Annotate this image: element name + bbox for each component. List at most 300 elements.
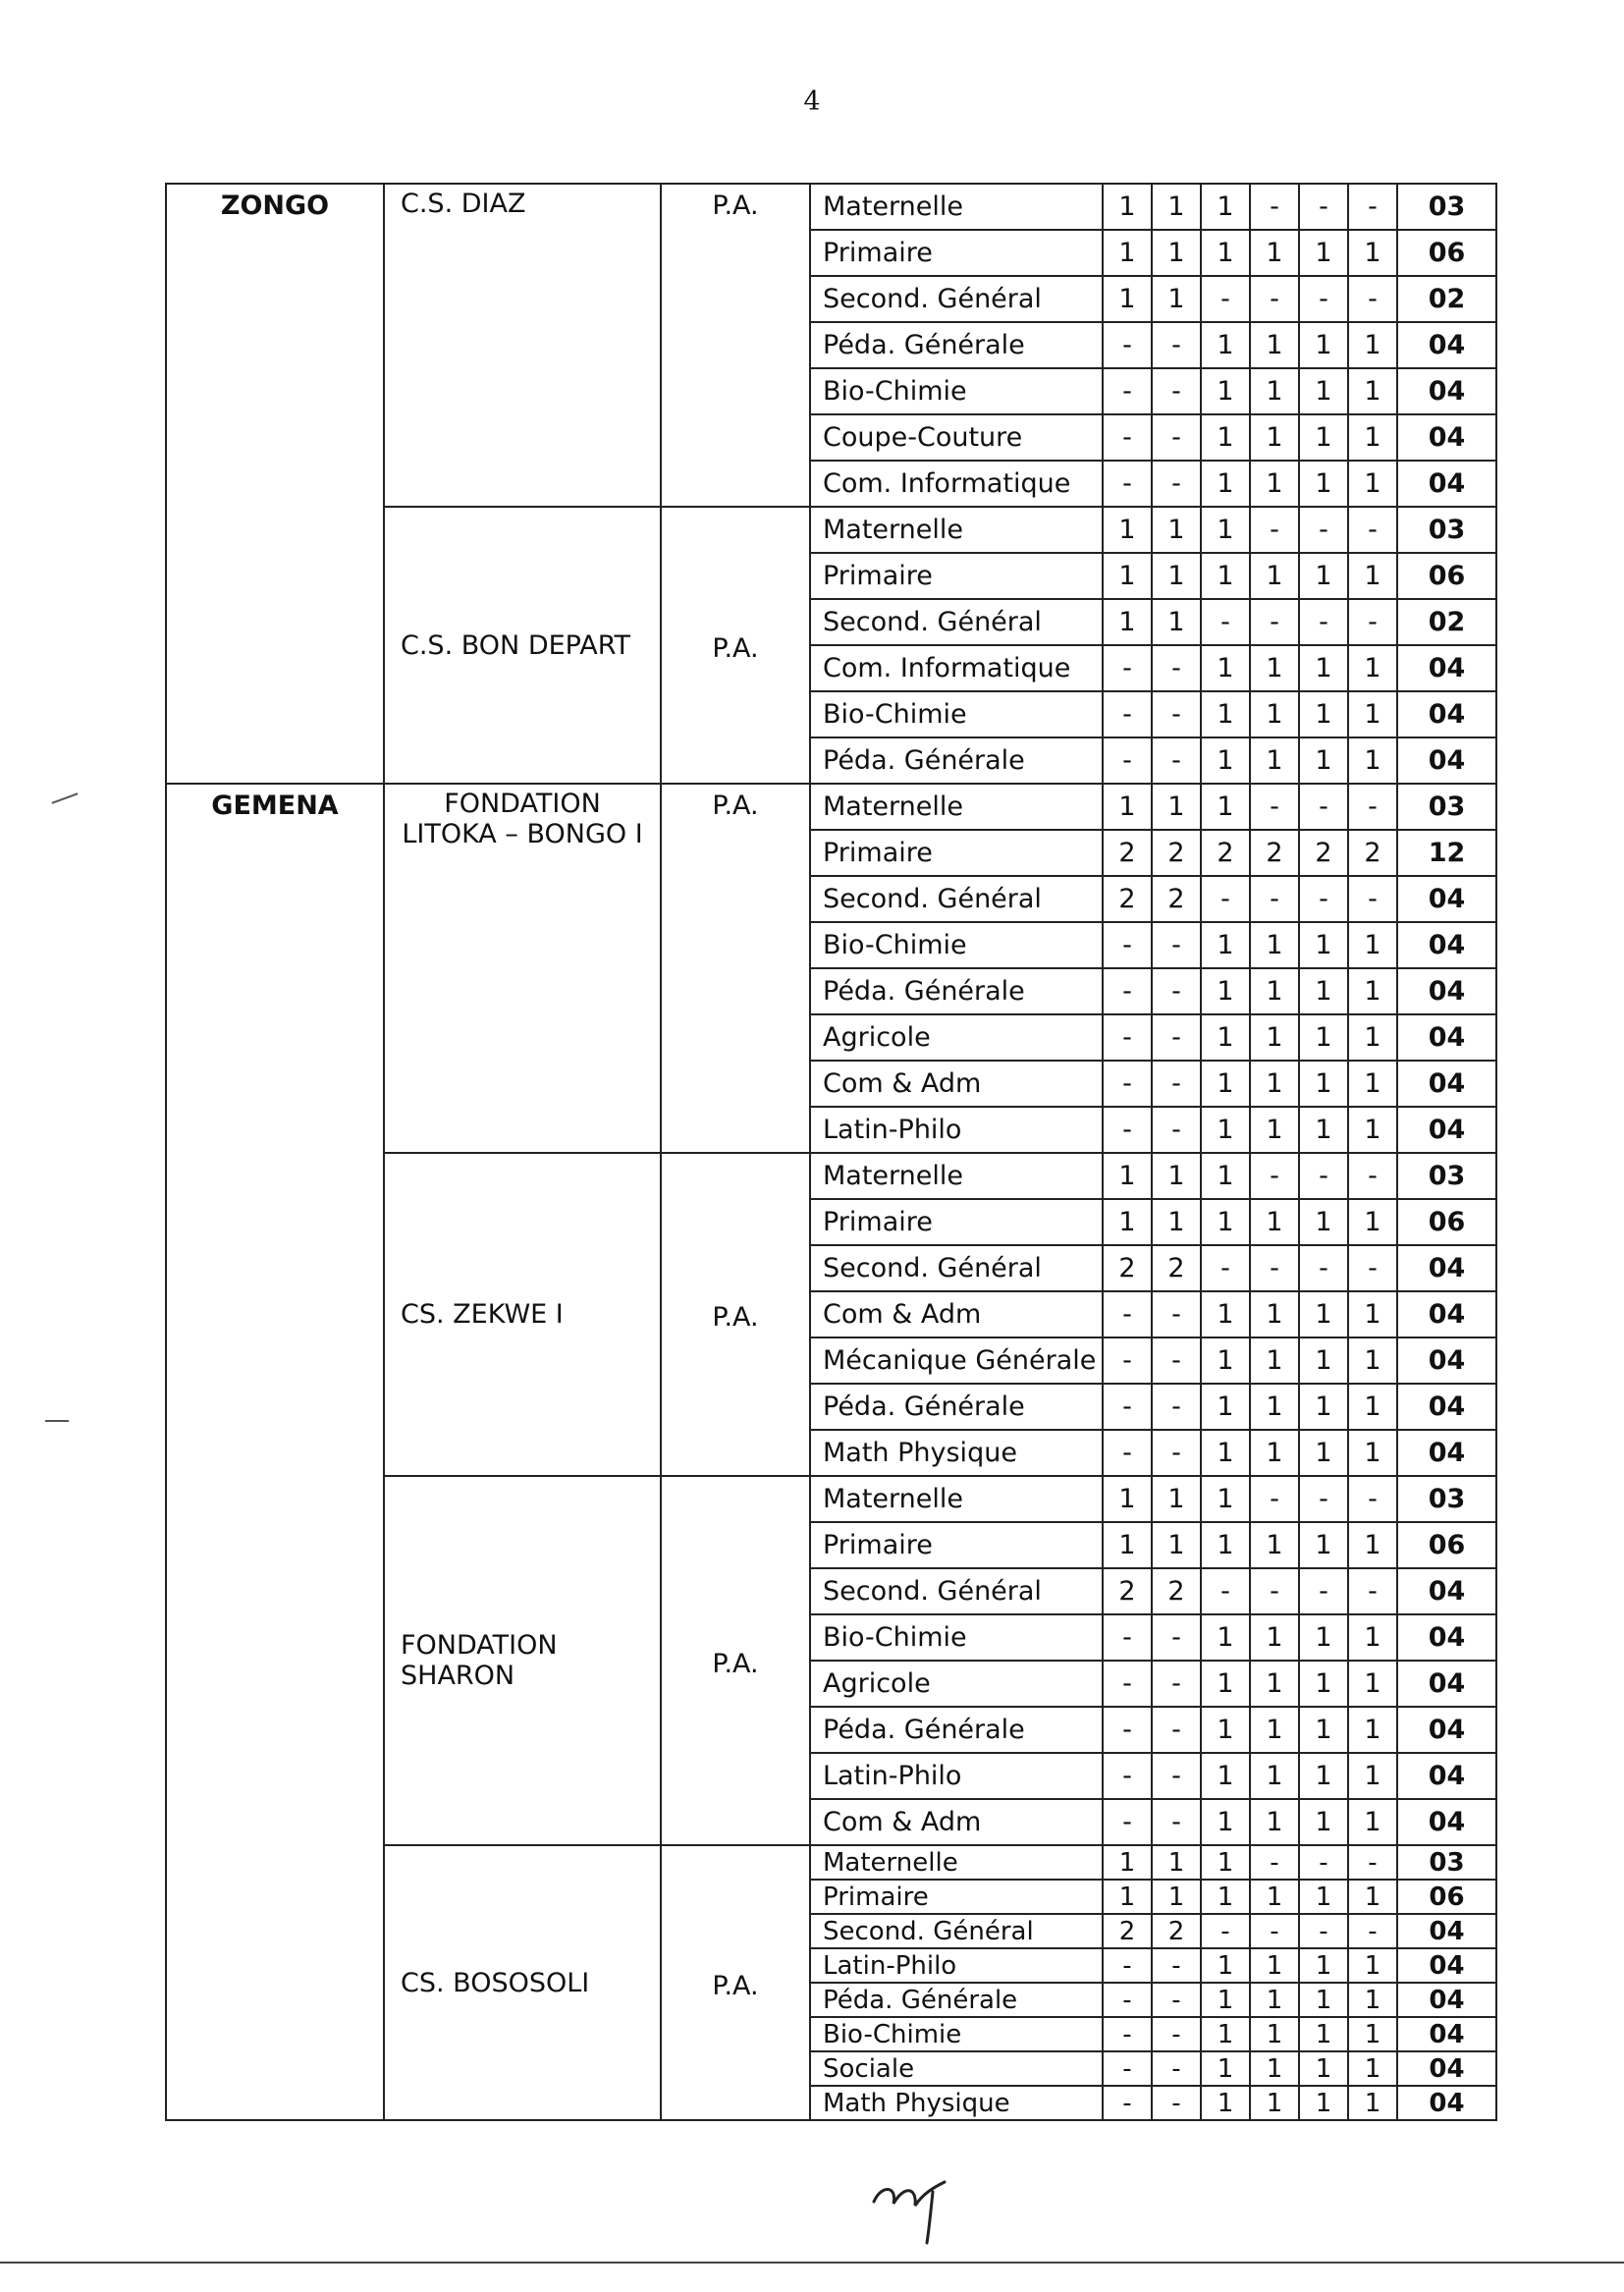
count-cell: 1 [1201,784,1250,830]
count-cell: - [1103,1291,1152,1337]
count-cell: 1 [1250,1880,1299,1914]
count-cell: - [1201,599,1250,645]
total-cell: 04 [1397,876,1496,922]
count-cell: 1 [1250,230,1299,276]
count-cell: 1 [1299,645,1348,691]
count-cell: 1 [1348,1107,1397,1153]
total-cell: 04 [1397,1799,1496,1845]
count-cell: 2 [1103,1914,1152,1948]
count-cell: 1 [1348,322,1397,368]
count-cell: 1 [1348,1337,1397,1384]
count-cell: 1 [1348,968,1397,1014]
total-cell: 04 [1397,2017,1496,2051]
count-cell: 1 [1299,1880,1348,1914]
count-cell: 1 [1201,645,1250,691]
count-cell: 1 [1348,1948,1397,1983]
count-cell: - [1201,1568,1250,1614]
option-cell: Math Physique [810,1430,1103,1476]
count-cell: - [1348,1568,1397,1614]
count-cell: 1 [1201,1153,1250,1199]
school-type-cell: P.A. [661,1845,810,2120]
count-cell: - [1250,784,1299,830]
count-cell: 2 [1103,830,1152,876]
option-cell: Péda. Générale [810,322,1103,368]
count-cell: - [1103,1014,1152,1061]
count-cell: - [1348,1845,1397,1880]
count-cell: 1 [1299,1522,1348,1568]
city-cell: ZONGO [166,184,384,784]
count-cell: 2 [1152,876,1201,922]
count-cell: 1 [1299,968,1348,1014]
count-cell: - [1201,1914,1250,1948]
count-cell: - [1152,1430,1201,1476]
total-cell: 04 [1397,2086,1496,2120]
total-cell: 02 [1397,599,1496,645]
count-cell: - [1103,322,1152,368]
count-cell: 1 [1250,1337,1299,1384]
count-cell: 1 [1250,1384,1299,1430]
scan-mark [45,1420,69,1422]
count-cell: - [1152,2086,1201,2120]
option-cell: Péda. Générale [810,1707,1103,1753]
count-cell: 1 [1201,1614,1250,1661]
option-cell: Second. Général [810,1568,1103,1614]
count-cell: - [1348,1476,1397,1522]
schools-table [165,183,1497,2121]
count-cell: 1 [1201,553,1250,599]
count-cell: 1 [1152,599,1201,645]
count-cell: 1 [1299,1291,1348,1337]
table-body [166,184,1496,2120]
count-cell: - [1152,1707,1201,1753]
total-cell: 04 [1397,1337,1496,1384]
count-cell: 1 [1348,1061,1397,1107]
count-cell: 1 [1299,1661,1348,1707]
count-cell: 2 [1152,830,1201,876]
option-cell: Mécanique Générale [810,1337,1103,1384]
count-cell: - [1299,1153,1348,1199]
count-cell: - [1103,2051,1152,2086]
count-cell: - [1348,507,1397,553]
count-cell: 1 [1201,1061,1250,1107]
count-cell: - [1152,1337,1201,1384]
count-cell: 1 [1152,1845,1201,1880]
count-cell: - [1103,922,1152,968]
total-cell: 06 [1397,1880,1496,1914]
count-cell: 1 [1250,1522,1299,1568]
count-cell: 1 [1201,230,1250,276]
option-cell: Bio-Chimie [810,368,1103,414]
total-cell: 06 [1397,553,1496,599]
count-cell: 1 [1348,2086,1397,2120]
count-cell: 1 [1201,1291,1250,1337]
count-cell: 1 [1201,1476,1250,1522]
total-cell: 04 [1397,1384,1496,1430]
count-cell: - [1348,876,1397,922]
count-cell: - [1299,184,1348,230]
count-cell: 1 [1201,1107,1250,1153]
count-cell: - [1103,1948,1152,1983]
count-cell: - [1103,461,1152,507]
count-cell: 2 [1152,1245,1201,1291]
count-cell: 1 [1348,1707,1397,1753]
count-cell: - [1250,1153,1299,1199]
count-cell: 1 [1299,2017,1348,2051]
count-cell: 1 [1103,230,1152,276]
count-cell: - [1299,784,1348,830]
count-cell: 1 [1250,414,1299,461]
count-cell: - [1103,968,1152,1014]
school-name-cell: FONDATION SHARON [384,1476,661,1845]
total-cell: 04 [1397,1753,1496,1799]
count-cell: - [1103,1614,1152,1661]
count-cell: 1 [1201,184,1250,230]
count-cell: - [1103,1707,1152,1753]
option-cell: Latin-Philo [810,1948,1103,1983]
count-cell: - [1299,507,1348,553]
count-cell: - [1250,1476,1299,1522]
count-cell: - [1152,414,1201,461]
count-cell: 1 [1348,1291,1397,1337]
option-cell: Maternelle [810,1476,1103,1522]
count-cell: - [1103,1661,1152,1707]
count-cell: 1 [1103,1880,1152,1914]
count-cell: 1 [1201,507,1250,553]
total-cell: 03 [1397,184,1496,230]
count-cell: 1 [1152,230,1201,276]
total-cell: 04 [1397,1568,1496,1614]
count-cell: 1 [1201,2051,1250,2086]
count-cell: 1 [1299,1107,1348,1153]
count-cell: 1 [1201,1384,1250,1430]
count-cell: - [1250,507,1299,553]
count-cell: 1 [1201,368,1250,414]
count-cell: - [1348,276,1397,322]
count-cell: - [1103,1799,1152,1845]
count-cell: - [1103,414,1152,461]
option-cell: Primaire [810,1522,1103,1568]
schools-table-container [165,183,1495,2121]
count-cell: 1 [1348,737,1397,784]
page-number: 4 [803,86,821,117]
count-cell: 1 [1201,1880,1250,1914]
total-cell: 04 [1397,968,1496,1014]
count-cell: 1 [1348,1799,1397,1845]
count-cell: - [1348,1914,1397,1948]
count-cell: - [1152,1061,1201,1107]
count-cell: - [1299,1568,1348,1614]
count-cell: 1 [1201,461,1250,507]
count-cell: 1 [1348,1430,1397,1476]
total-cell: 04 [1397,414,1496,461]
option-cell: Second. Général [810,1245,1103,1291]
count-cell: 1 [1348,2051,1397,2086]
count-cell: 1 [1103,1199,1152,1245]
total-cell: 04 [1397,737,1496,784]
option-cell: Second. Général [810,276,1103,322]
school-type-cell: P.A. [661,1153,810,1476]
count-cell: - [1250,276,1299,322]
count-cell: 1 [1201,2086,1250,2120]
count-cell: - [1103,1337,1152,1384]
count-cell: 1 [1201,414,1250,461]
count-cell: - [1152,322,1201,368]
count-cell: 1 [1348,553,1397,599]
count-cell: 1 [1152,1199,1201,1245]
count-cell: - [1152,968,1201,1014]
option-cell: Maternelle [810,507,1103,553]
total-cell: 04 [1397,1430,1496,1476]
count-cell: - [1152,368,1201,414]
count-cell: - [1103,1983,1152,2017]
count-cell: 1 [1201,968,1250,1014]
count-cell: - [1299,276,1348,322]
option-cell: Sociale [810,2051,1103,2086]
count-cell: 1 [1348,1199,1397,1245]
total-cell: 04 [1397,1914,1496,1948]
count-cell: 1 [1103,1522,1152,1568]
count-cell: 1 [1201,1199,1250,1245]
option-cell: Péda. Générale [810,968,1103,1014]
count-cell: 1 [1348,230,1397,276]
count-cell: 1 [1201,1983,1250,2017]
count-cell: 1 [1299,1061,1348,1107]
count-cell: 1 [1348,645,1397,691]
count-cell: 1 [1348,1661,1397,1707]
count-cell: 1 [1348,461,1397,507]
count-cell: 1 [1348,1614,1397,1661]
total-cell: 06 [1397,230,1496,276]
count-cell: - [1103,1430,1152,1476]
count-cell: - [1152,1799,1201,1845]
count-cell: 1 [1348,1880,1397,1914]
total-cell: 03 [1397,784,1496,830]
count-cell: 1 [1201,922,1250,968]
handwritten-signature [864,2172,982,2251]
count-cell: - [1152,645,1201,691]
total-cell: 04 [1397,2051,1496,2086]
count-cell: - [1250,876,1299,922]
count-cell: 1 [1250,1107,1299,1153]
option-cell: Péda. Générale [810,1983,1103,2017]
count-cell: - [1152,1384,1201,1430]
count-cell: 1 [1348,2017,1397,2051]
count-cell: - [1152,1107,1201,1153]
count-cell: 1 [1152,184,1201,230]
total-cell: 04 [1397,1107,1496,1153]
count-cell: - [1152,461,1201,507]
count-cell: - [1152,1014,1201,1061]
count-cell: 2 [1152,1914,1201,1948]
count-cell: 1 [1201,737,1250,784]
count-cell: - [1152,1948,1201,1983]
count-cell: 1 [1250,1983,1299,2017]
total-cell: 04 [1397,1948,1496,1983]
count-cell: 1 [1152,1880,1201,1914]
count-cell: 1 [1152,784,1201,830]
city-cell: GEMENA [166,784,384,2120]
count-cell: - [1103,645,1152,691]
count-cell: 1 [1250,2051,1299,2086]
count-cell: 1 [1250,2086,1299,2120]
count-cell: 1 [1250,1799,1299,1845]
count-cell: 1 [1201,1337,1250,1384]
count-cell: 1 [1299,737,1348,784]
count-cell: - [1250,1845,1299,1880]
count-cell: 1 [1250,1948,1299,1983]
count-cell: 1 [1250,737,1299,784]
count-cell: 1 [1250,1014,1299,1061]
option-cell: Com & Adm [810,1291,1103,1337]
total-cell: 06 [1397,1522,1496,1568]
total-cell: 04 [1397,922,1496,968]
count-cell: 1 [1250,1707,1299,1753]
table-row [166,784,1496,830]
option-cell: Latin-Philo [810,1753,1103,1799]
count-cell: - [1348,1245,1397,1291]
total-cell: 03 [1397,507,1496,553]
count-cell: 1 [1201,1948,1250,1983]
count-cell: - [1103,368,1152,414]
count-cell: 1 [1299,1983,1348,2017]
count-cell: - [1103,1107,1152,1153]
count-cell: 1 [1201,2017,1250,2051]
count-cell: - [1250,1914,1299,1948]
count-cell: 1 [1152,1153,1201,1199]
count-cell: 1 [1201,1014,1250,1061]
count-cell: 1 [1201,322,1250,368]
count-cell: 1 [1250,1661,1299,1707]
count-cell: 1 [1299,1753,1348,1799]
count-cell: 1 [1250,1614,1299,1661]
total-cell: 04 [1397,645,1496,691]
total-cell: 02 [1397,276,1496,322]
total-cell: 04 [1397,1983,1496,2017]
count-cell: - [1299,1845,1348,1880]
count-cell: 1 [1250,968,1299,1014]
option-cell: Com & Adm [810,1061,1103,1107]
option-cell: Bio-Chimie [810,691,1103,737]
count-cell: 1 [1348,1522,1397,1568]
option-cell: Second. Général [810,1914,1103,1948]
count-cell: - [1152,1291,1201,1337]
option-cell: Primaire [810,1880,1103,1914]
school-name-cell: FONDATION LITOKA – BONGO I [384,784,661,1153]
count-cell: 1 [1250,922,1299,968]
count-cell: 2 [1103,876,1152,922]
count-cell: 2 [1299,830,1348,876]
total-cell: 03 [1397,1476,1496,1522]
count-cell: 1 [1152,553,1201,599]
total-cell: 06 [1397,1199,1496,1245]
count-cell: 1 [1348,922,1397,968]
count-cell: - [1152,691,1201,737]
option-cell: Second. Général [810,599,1103,645]
option-cell: Primaire [810,830,1103,876]
count-cell: 1 [1299,322,1348,368]
count-cell: - [1299,876,1348,922]
count-cell: 1 [1250,1291,1299,1337]
count-cell: 2 [1250,830,1299,876]
option-cell: Com & Adm [810,1799,1103,1845]
option-cell: Agricole [810,1661,1103,1707]
total-cell: 04 [1397,1245,1496,1291]
count-cell: 1 [1299,1014,1348,1061]
count-cell: 1 [1250,368,1299,414]
option-cell: Math Physique [810,2086,1103,2120]
count-cell: - [1299,1914,1348,1948]
count-cell: - [1103,691,1152,737]
total-cell: 03 [1397,1153,1496,1199]
option-cell: Maternelle [810,1845,1103,1880]
count-cell: - [1152,1753,1201,1799]
count-cell: - [1152,2017,1201,2051]
option-cell: Bio-Chimie [810,2017,1103,2051]
count-cell: 1 [1103,184,1152,230]
option-cell: Agricole [810,1014,1103,1061]
count-cell: 1 [1299,1384,1348,1430]
option-cell: Primaire [810,1199,1103,1245]
count-cell: 1 [1250,1430,1299,1476]
count-cell: 1 [1201,1753,1250,1799]
count-cell: 1 [1152,276,1201,322]
count-cell: 1 [1152,507,1201,553]
count-cell: - [1152,1614,1201,1661]
total-cell: 04 [1397,691,1496,737]
option-cell: Com. Informatique [810,461,1103,507]
count-cell: - [1152,922,1201,968]
count-cell: 1 [1299,1948,1348,1983]
count-cell: - [1201,876,1250,922]
count-cell: 1 [1250,553,1299,599]
school-name-cell: C.S. DIAZ [384,184,661,507]
count-cell: 1 [1201,1522,1250,1568]
count-cell: 1 [1299,1430,1348,1476]
count-cell: 1 [1299,922,1348,968]
count-cell: - [1152,2051,1201,2086]
count-cell: 1 [1103,276,1152,322]
total-cell: 04 [1397,322,1496,368]
count-cell: 1 [1299,368,1348,414]
count-cell: - [1103,737,1152,784]
count-cell: - [1250,599,1299,645]
count-cell: 1 [1201,1430,1250,1476]
count-cell: 1 [1299,461,1348,507]
school-type-cell: P.A. [661,784,810,1153]
option-cell: Com. Informatique [810,645,1103,691]
count-cell: 1 [1103,507,1152,553]
option-cell: Bio-Chimie [810,922,1103,968]
count-cell: 1 [1299,1199,1348,1245]
option-cell: Maternelle [810,1153,1103,1199]
total-cell: 04 [1397,1661,1496,1707]
count-cell: 1 [1250,691,1299,737]
count-cell: 1 [1299,414,1348,461]
count-cell: - [1250,184,1299,230]
count-cell: - [1103,1384,1152,1430]
count-cell: 1 [1103,1476,1152,1522]
count-cell: 1 [1201,691,1250,737]
count-cell: 1 [1299,1707,1348,1753]
count-cell: 2 [1348,830,1397,876]
total-cell: 04 [1397,1707,1496,1753]
count-cell: - [1103,1061,1152,1107]
total-cell: 04 [1397,1061,1496,1107]
count-cell: - [1250,1568,1299,1614]
count-cell: 1 [1250,322,1299,368]
total-cell: 03 [1397,1845,1496,1880]
count-cell: - [1348,184,1397,230]
